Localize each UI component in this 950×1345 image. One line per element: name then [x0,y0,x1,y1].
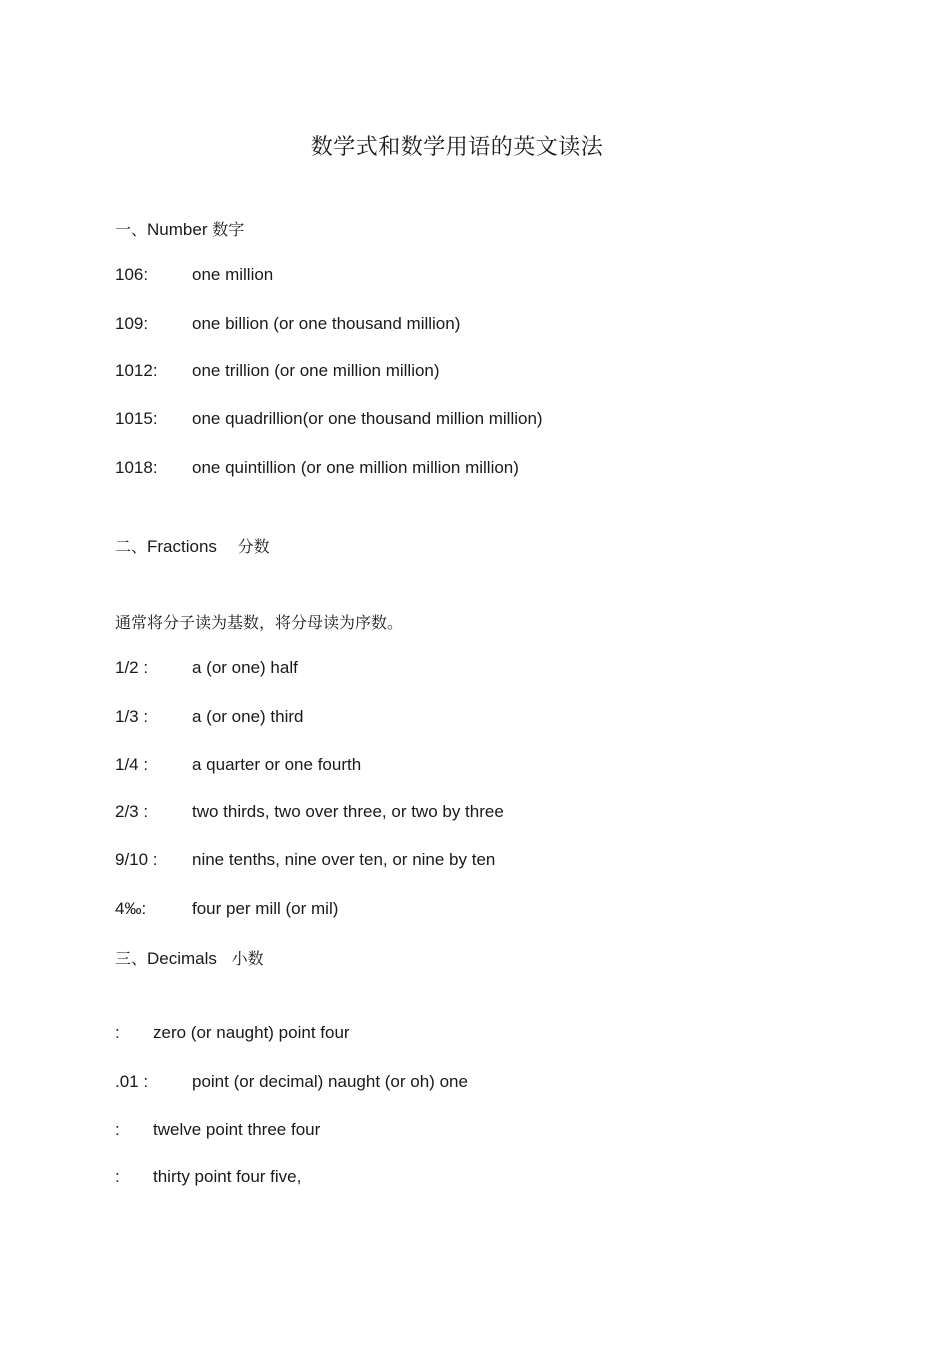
item-text: a quarter or one fourth [192,755,362,774]
section-heading-decimals [115,946,264,969]
section-number: 一、 [115,220,148,239]
item-label: : [115,1167,120,1186]
section-heading-number [115,217,244,240]
item-text: one billion (or one thousand million) [192,314,461,333]
item-label: : [115,1120,120,1139]
item-label: 1/2 : [115,658,149,677]
item-label: 2/3 : [115,802,149,821]
section-heading-fractions [115,534,270,557]
item-label: 106: [115,265,149,284]
section-number: 二、 [115,537,148,556]
item-label: 109: [115,314,149,333]
item-text: zero (or naught) point four [153,1023,350,1042]
section-name-cn: 数字 [212,220,245,239]
item-label: : [115,1023,120,1042]
section-name: Number [147,220,208,239]
item-text: a (or one) half [192,658,298,677]
section-name: Fractions [147,537,217,556]
item-text: one trillion (or one million million) [192,361,440,380]
item-text: twelve point three four [153,1120,321,1139]
item-text: nine tenths, nine over ten, or nine by ten [192,850,496,869]
section-name-cn: 小数 [231,949,264,968]
item-text: one million [192,265,274,284]
item-text: two thirds, two over three, or two by three [192,802,504,821]
item-text: one quintillion (or one million million million) [192,458,519,477]
item-text: four per mill (or mil) [192,899,339,918]
item-label: 1018: [115,458,158,477]
section-name-cn: 分数 [237,537,270,556]
item-label: 1015: [115,409,158,428]
item-label: 1012: [115,361,158,380]
section-number: 三、 [115,949,148,968]
item-text: a (or one) third [192,707,304,726]
item-label: 4‰: [115,899,147,918]
page-title: 数学式和数学用语的英文读法 [310,135,604,160]
section-name: Decimals [147,949,217,968]
item-label: 1/4 : [115,755,149,774]
item-text: thirty point four five, [153,1167,302,1186]
item-label: 9/10 : [115,850,158,869]
item-text: one quadrillion(or one thousand million million) [192,409,543,428]
item-label: 1/3 : [115,707,149,726]
item-text: point (or decimal) naught (or oh) one [192,1072,468,1091]
fractions-note: 通常将分子读为基数，将分母读为序数。 [115,613,404,632]
item-label: .01 : [115,1072,149,1091]
